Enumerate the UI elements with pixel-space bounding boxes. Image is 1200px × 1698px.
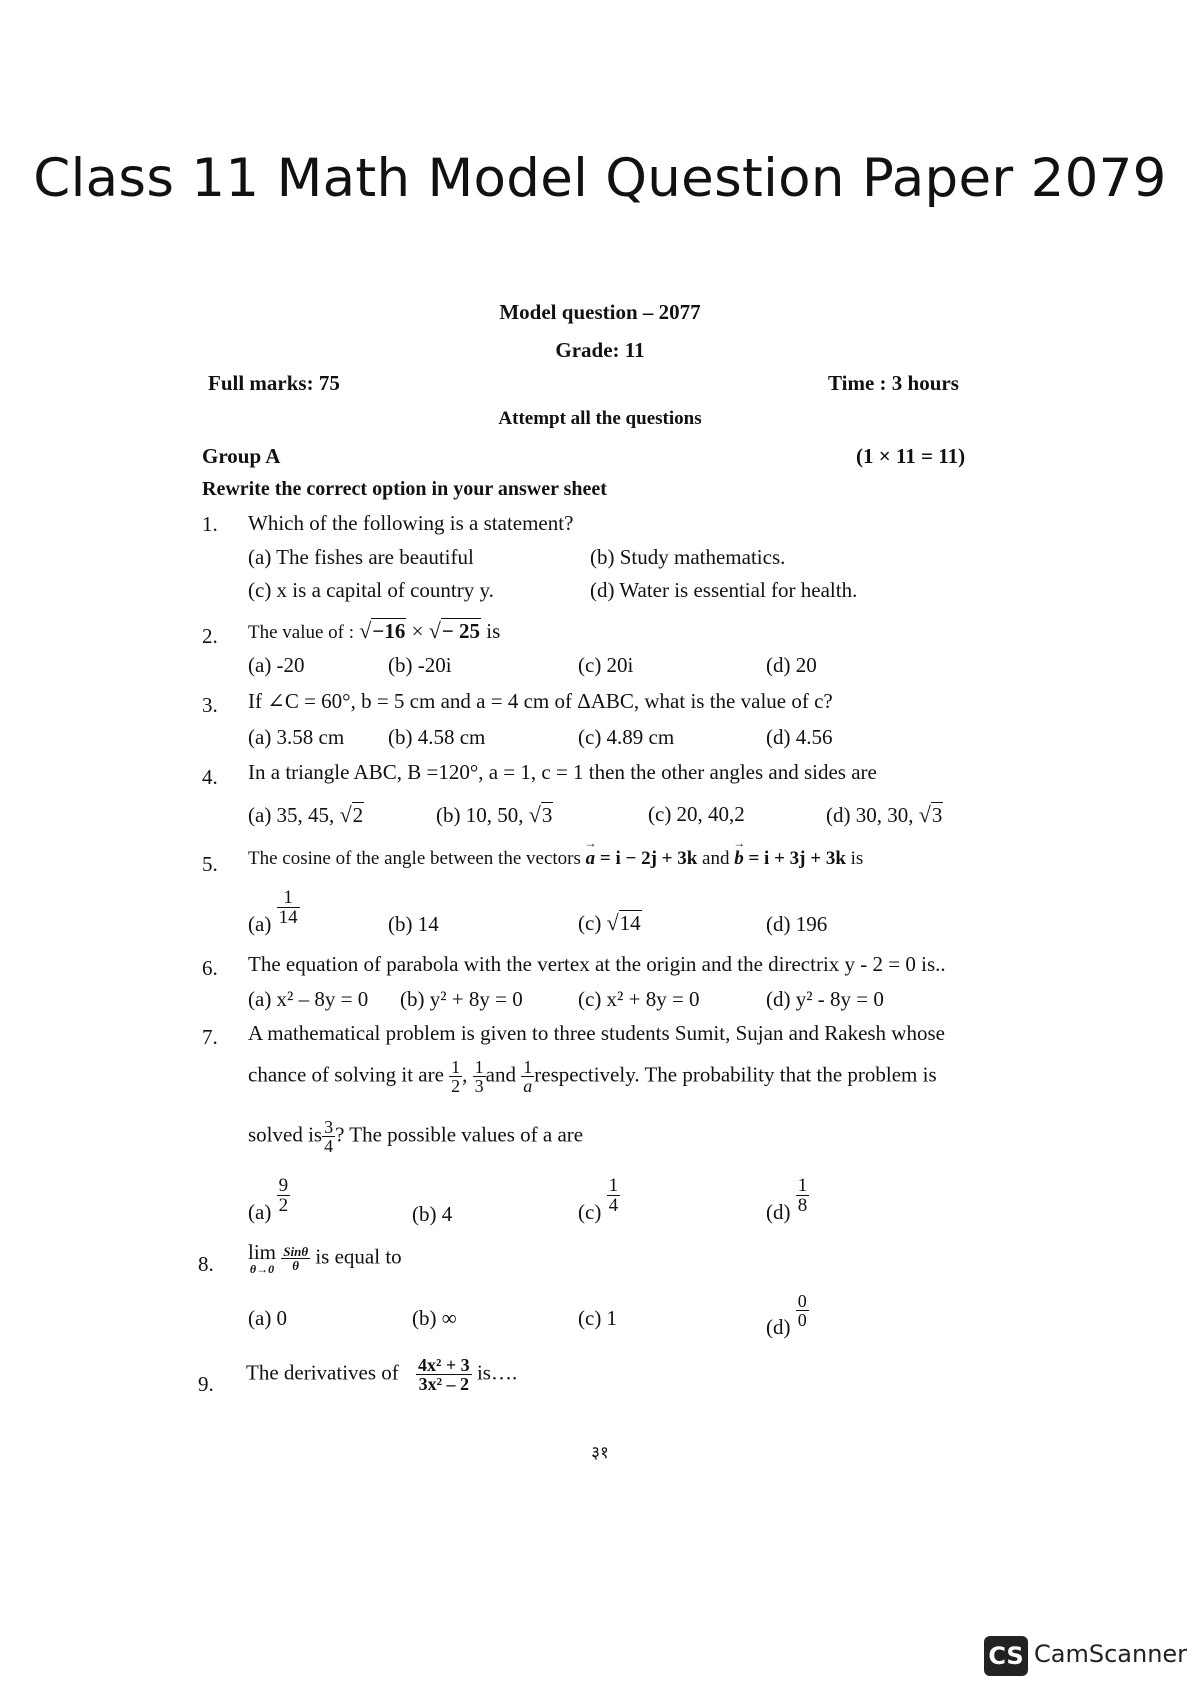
question-line-3: solved is $\frac{3}{4}$ ? The possible values of a are xyxy=(248,1117,584,1156)
grade-heading: Grade: 11 xyxy=(555,338,645,362)
camscanner-name: CamScanner xyxy=(1034,1640,1188,1668)
option-a: (a) $\frac{1}{14}$ xyxy=(248,887,298,936)
group-name: Group A xyxy=(202,444,281,468)
question-prefix: The value of : xyxy=(248,622,355,643)
option-b: (b) 10, 50, √3 xyxy=(436,802,553,827)
option-c: (c) 20i xyxy=(578,653,634,677)
option-b: (b) 4 xyxy=(412,1202,453,1226)
question-number: 6. xyxy=(202,956,218,980)
full-marks: Full marks: 75 xyxy=(208,371,340,395)
page-title: Class 11 Math Model Question Paper 2079 xyxy=(33,148,1167,209)
option-c: (c) 4.89 cm xyxy=(578,725,675,749)
fraction-denominator: 14 xyxy=(278,907,298,928)
option-a: (a) The fishes are beautiful xyxy=(248,545,474,569)
fraction-numerator: 1 xyxy=(277,888,300,908)
page-number: ३१ xyxy=(591,1443,609,1463)
limit-symbol: lim xyxy=(248,1240,277,1264)
question-text: If ∠C = 60°, b = 5 cm and a = 4 cm of ΔABC, what is the value of c? xyxy=(248,689,833,713)
question-text: The cosine of the angle between the vectors a → = i − 2j + 3k and b → = i + 3j + 3k is xyxy=(248,848,863,870)
model-heading: Model question – 2077 xyxy=(499,300,701,324)
radicand: 2 xyxy=(352,803,364,827)
option-c: (c) √14 xyxy=(578,910,641,935)
vector-a: a → xyxy=(586,848,596,870)
question-number: 3. xyxy=(202,693,218,717)
question-text: lim θ→0 $\frac{\text{Sinθ}}{\theta}$ is equal to xyxy=(248,1240,402,1276)
option-b: (b) 4.58 cm xyxy=(388,725,486,749)
option-a: (a) $\frac{9}{2}$ xyxy=(248,1175,289,1224)
question-number: 9. xyxy=(198,1372,214,1396)
radicand: 14 xyxy=(619,911,641,935)
time-allowed: Time : 3 hours xyxy=(828,371,959,395)
question-number: 5. xyxy=(202,852,218,876)
attempt-instruction: Attempt all the questions xyxy=(498,408,702,429)
option-a: (a) 35, 45, √2 xyxy=(248,802,364,827)
option-a: (a) -20 xyxy=(248,653,305,677)
option-d: (d) 30, 30, √3 xyxy=(826,802,943,827)
times-sign: × xyxy=(411,619,424,643)
question-text: The value of : √−16 × √− 25 is xyxy=(248,618,501,643)
option-d: (d) 4.56 xyxy=(766,725,833,749)
question-number: 4. xyxy=(202,765,218,789)
option-d: (d) y² - 8y = 0 xyxy=(766,987,884,1011)
radicand-2: − 25 xyxy=(441,619,481,643)
limit-subscript: θ→0 xyxy=(249,1262,275,1276)
radicand-1: −16 xyxy=(372,619,406,643)
option-d: (d) 20 xyxy=(766,653,817,677)
question-line-2: chance of solving it are $\frac{1}{2}$ , $\frac{1}{3}$ and $\frac{1}{a}$ respectively. The probability that the problem is xyxy=(248,1057,937,1096)
fraction-numerator: 4x² + 3 xyxy=(418,1355,470,1375)
option-d: (d) Water is essential for health. xyxy=(590,578,858,602)
option-c: (c) 20, 40,2 xyxy=(648,802,745,826)
option-d: (d) 196 xyxy=(766,912,828,936)
option-c: (c) x² + 8y = 0 xyxy=(578,987,700,1011)
option-b: (b) y² + 8y = 0 xyxy=(400,987,523,1011)
question-number: 1. xyxy=(202,512,218,536)
vector-b-expression: = i + 3j + 3k xyxy=(748,848,846,869)
question-text: The derivatives of $\frac{\text{4x² + 3}}{\text{3x² – 2}}$ is…. xyxy=(246,1355,518,1394)
question-text: The equation of parabola with the vertex at the origin and the directrix y - 2 = 0 is.. xyxy=(248,952,946,976)
option-b: (b) -20i xyxy=(388,653,452,677)
option-d: (d) $\frac{1}{8}$ xyxy=(766,1175,808,1224)
option-d: (d) $\frac{0}{0}$ xyxy=(766,1291,807,1339)
radicand: 3 xyxy=(931,803,943,827)
option-a: (a) 3.58 cm xyxy=(248,725,345,749)
question-text: In a triangle ABC, B =120°, a = 1, c = 1 then the other angles and sides are xyxy=(248,760,877,784)
option-b: (b) ∞ xyxy=(412,1306,457,1330)
option-a: (a) 0 xyxy=(248,1306,288,1330)
camscanner-logo-icon: CS xyxy=(984,1636,1028,1676)
question-number: 8. xyxy=(198,1252,214,1276)
vector-b: b → xyxy=(734,848,744,870)
option-c: (c) x is a capital of country y. xyxy=(248,578,494,602)
question-number: 7. xyxy=(202,1025,218,1049)
option-c: (c) 1 xyxy=(578,1306,618,1330)
option-b: (b) 14 xyxy=(388,912,439,936)
radicand: 3 xyxy=(541,803,553,827)
question-number: 2. xyxy=(202,624,218,648)
question-suffix: is xyxy=(486,619,501,643)
option-b: (b) Study mathematics. xyxy=(590,545,786,569)
group-marks: (1 × 11 = 11) xyxy=(856,444,966,468)
vector-a-expression: = i − 2j + 3k xyxy=(599,848,698,869)
group-instruction: Rewrite the correct option in your answer sheet xyxy=(202,478,607,500)
option-a: (a) x² – 8y = 0 xyxy=(248,987,369,1011)
option-c: (c) $\frac{1}{4}$ xyxy=(578,1175,619,1224)
question-text: Which of the following is a statement? xyxy=(248,511,574,535)
question-line-1: A mathematical problem is given to three students Sumit, Sujan and Rakesh whose xyxy=(248,1021,945,1045)
fraction-denominator: 3x² – 2 xyxy=(418,1374,470,1394)
